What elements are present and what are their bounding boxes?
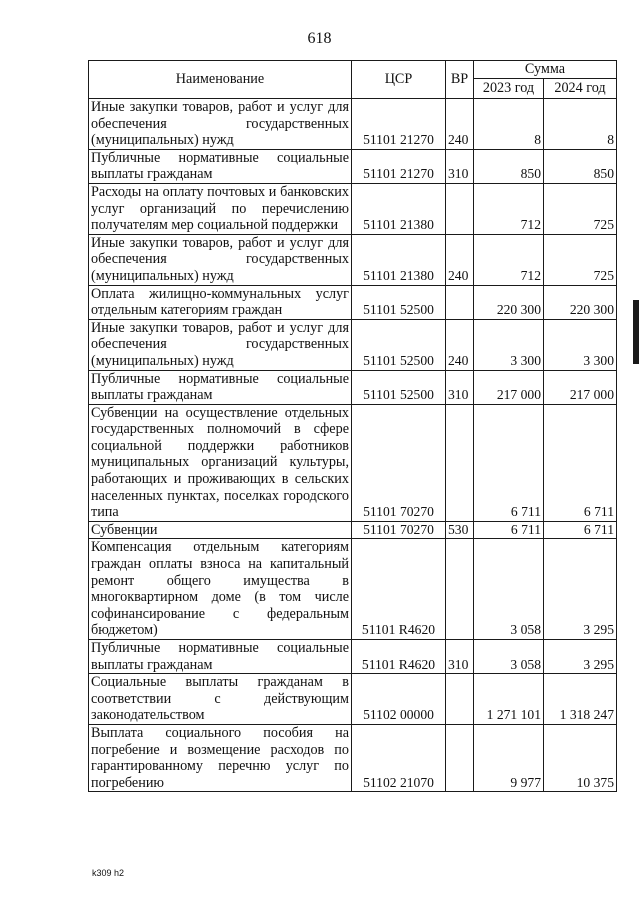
row-csr: 51102 00000 <box>352 674 446 725</box>
table-row <box>89 640 617 674</box>
table-row <box>89 99 617 150</box>
row-name: Публичные нормативные социальные выплаты гражданам <box>89 149 352 183</box>
row-vr <box>446 539 474 640</box>
table-header <box>89 61 617 99</box>
row-sum-2023: 1 271 101 <box>474 674 544 725</box>
row-vr: 240 <box>446 99 474 150</box>
row-csr: 51101 52500 <box>352 319 446 370</box>
table-row <box>89 521 617 539</box>
table-row <box>89 370 617 404</box>
row-sum-2024: 217 000 <box>544 370 617 404</box>
row-vr <box>446 404 474 521</box>
row-vr <box>446 183 474 234</box>
row-sum-2024: 3 300 <box>544 319 617 370</box>
row-sum-2023: 3 058 <box>474 539 544 640</box>
row-csr: 51101 52500 <box>352 370 446 404</box>
footer-code: k309 h2 <box>92 868 125 878</box>
row-vr: 310 <box>446 640 474 674</box>
row-csr: 51101 R4620 <box>352 539 446 640</box>
row-sum-2024: 725 <box>544 234 617 285</box>
row-sum-2023: 3 300 <box>474 319 544 370</box>
row-vr <box>446 724 474 791</box>
row-name: Публичные нормативные социальные выплаты гражданам <box>89 640 352 674</box>
row-sum-2024: 3 295 <box>544 539 617 640</box>
row-vr: 240 <box>446 319 474 370</box>
row-vr: 530 <box>446 521 474 539</box>
row-csr: 51101 21270 <box>352 149 446 183</box>
row-sum-2024: 6 711 <box>544 404 617 521</box>
row-sum-2024: 8 <box>544 99 617 150</box>
row-name: Оплата жилищно-коммунальных услуг отдельным категориям граждан <box>89 285 352 319</box>
row-sum-2024: 1 318 247 <box>544 674 617 725</box>
row-sum-2024: 10 375 <box>544 724 617 791</box>
header-csr: ЦСР <box>352 61 446 99</box>
row-name: Субвенции на осуществление отдельных государственных полномочий в сфере социальной поддержки работников муниципальных организаций культуры, работающих и проживающих в сельских населенных пунктах, поселках городского типа <box>89 404 352 521</box>
row-csr: 51102 21070 <box>352 724 446 791</box>
table-row <box>89 674 617 725</box>
table-row <box>89 724 617 791</box>
row-sum-2023: 850 <box>474 149 544 183</box>
header-year-2024: 2024 год <box>544 79 617 99</box>
row-vr <box>446 674 474 725</box>
row-sum-2023: 9 977 <box>474 724 544 791</box>
row-sum-2023: 6 711 <box>474 521 544 539</box>
table-row <box>89 539 617 640</box>
row-csr: 51101 52500 <box>352 285 446 319</box>
row-sum-2024: 3 295 <box>544 640 617 674</box>
row-sum-2023: 712 <box>474 234 544 285</box>
row-sum-2023: 712 <box>474 183 544 234</box>
row-name: Публичные нормативные социальные выплаты гражданам <box>89 370 352 404</box>
row-name: Расходы на оплату почтовых и банковских услуг организаций по перечислению получателям мер социальной поддержки <box>89 183 352 234</box>
row-sum-2023: 6 711 <box>474 404 544 521</box>
row-name: Выплата социального пособия на погребение и возмещение расходов по гарантированному перечню услуг по погребению <box>89 724 352 791</box>
table-row <box>89 234 617 285</box>
header-vr: ВР <box>446 61 474 99</box>
row-name: Иные закупки товаров, работ и услуг для обеспечения государственных (муниципальных) нужд <box>89 319 352 370</box>
table-row <box>89 404 617 521</box>
row-name: Социальные выплаты гражданам в соответствии с действующим законодательством <box>89 674 352 725</box>
page-number: 618 <box>307 30 332 47</box>
header-name: Наименование <box>89 61 352 99</box>
row-name: Иные закупки товаров, работ и услуг для обеспечения государственных (муниципальных) нужд <box>89 99 352 150</box>
row-name: Иные закупки товаров, работ и услуг для обеспечения государственных (муниципальных) нужд <box>89 234 352 285</box>
row-vr: 310 <box>446 370 474 404</box>
scan-edge-mark <box>633 300 639 364</box>
row-csr: 51101 R4620 <box>352 640 446 674</box>
row-sum-2024: 6 711 <box>544 521 617 539</box>
row-sum-2024: 220 300 <box>544 285 617 319</box>
row-sum-2023: 220 300 <box>474 285 544 319</box>
row-csr: 51101 21380 <box>352 234 446 285</box>
row-vr <box>446 285 474 319</box>
table-row <box>89 149 617 183</box>
table-row <box>89 319 617 370</box>
header-year-2023: 2023 год <box>474 79 544 99</box>
row-sum-2023: 3 058 <box>474 640 544 674</box>
row-csr: 51101 70270 <box>352 404 446 521</box>
row-csr: 51101 21380 <box>352 183 446 234</box>
row-csr: 51101 70270 <box>352 521 446 539</box>
row-name: Компенсация отдельным категориям граждан оплаты взноса на капитальный ремонт общего имущества в многоквартирном доме (в том числе софинансирование с федеральным бюджетом) <box>89 539 352 640</box>
table-row <box>89 285 617 319</box>
row-sum-2024: 725 <box>544 183 617 234</box>
table-row <box>89 183 617 234</box>
header-sum: Сумма <box>474 61 617 79</box>
budget-table <box>88 60 617 792</box>
row-sum-2024: 850 <box>544 149 617 183</box>
row-vr: 310 <box>446 149 474 183</box>
row-vr: 240 <box>446 234 474 285</box>
row-name: Субвенции <box>89 521 352 539</box>
row-csr: 51101 21270 <box>352 99 446 150</box>
row-sum-2023: 8 <box>474 99 544 150</box>
row-sum-2023: 217 000 <box>474 370 544 404</box>
